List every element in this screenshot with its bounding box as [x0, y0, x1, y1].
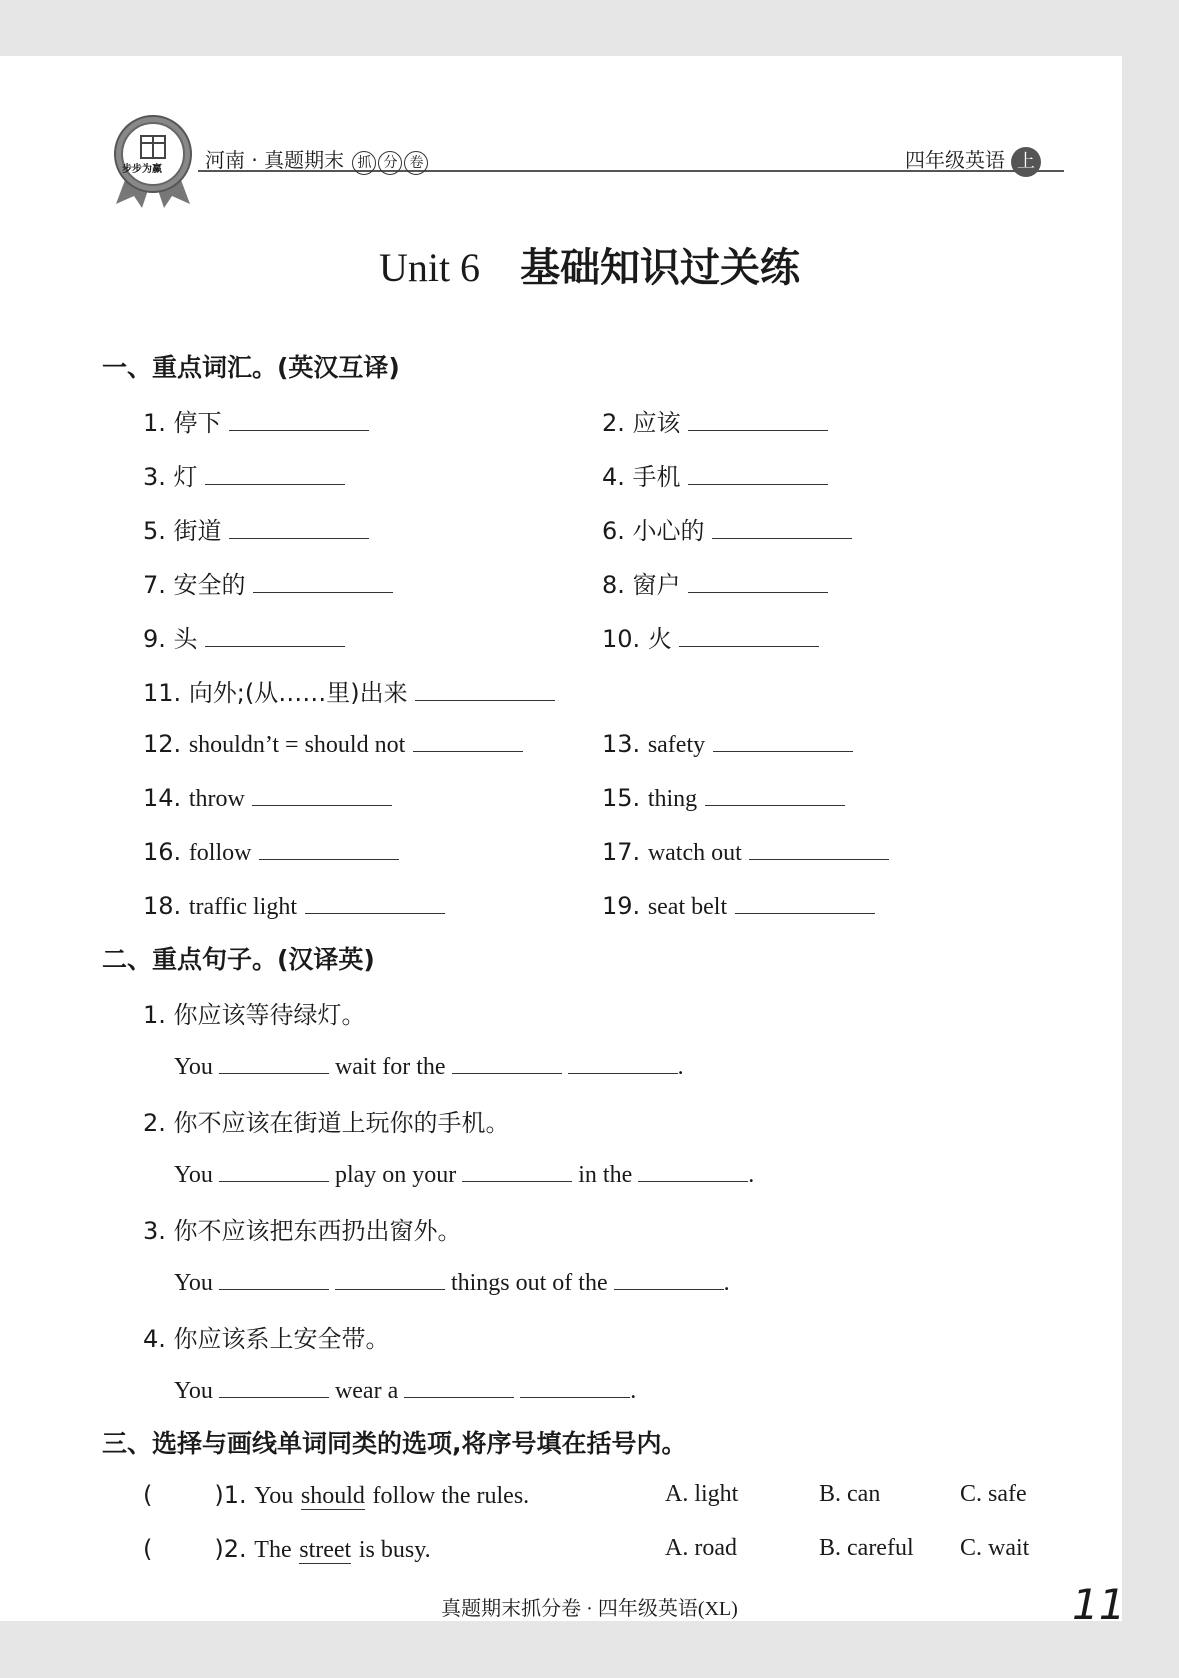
choice-question: ( )1. You should follow the rules. [143, 1481, 530, 1509]
vocab-item: 1. 停下 [143, 403, 369, 438]
vocab-item: 12. shouldn’t = should not [143, 727, 523, 759]
answer-blank[interactable] [404, 1373, 514, 1398]
answer-blank[interactable] [219, 1373, 329, 1398]
answer-blank[interactable] [219, 1265, 329, 1290]
section-heading: 二、重点句子。(汉译英) [102, 945, 375, 974]
answer-blank[interactable] [452, 1049, 562, 1074]
vocab-item: 15. thing [602, 781, 845, 813]
vocab-item: 17. watch out [602, 835, 889, 867]
answer-blank[interactable] [712, 514, 852, 539]
answer-blank[interactable] [205, 622, 345, 647]
volume-badge: 上 [1011, 147, 1041, 177]
sentence-prompt: 2. 你不应该在街道上玩你的手机。 [143, 1109, 510, 1137]
answer-blank[interactable] [305, 889, 445, 914]
logo-text: 步步为赢 [122, 164, 162, 175]
answer-blank[interactable] [568, 1049, 678, 1074]
option-a: A. light [665, 1481, 739, 1507]
header-left-prefix: 河南 · 真题期末 [205, 148, 345, 172]
sentence-answer: You things out of the . [174, 1265, 730, 1297]
vocab-item: 19. seat belt [602, 889, 875, 921]
answer-blank[interactable] [229, 406, 369, 431]
answer-blank[interactable] [614, 1265, 724, 1290]
answer-blank[interactable] [688, 460, 828, 485]
page-number: 11 [1072, 1580, 1126, 1629]
answer-blank[interactable] [252, 781, 392, 806]
vocab-item: 8. 窗户 [602, 565, 828, 600]
vocab-item: 9. 头 [143, 619, 345, 654]
header-right-text: 四年级英语 [905, 148, 1005, 172]
header-circle-char: 分 [378, 151, 402, 175]
option-b: B. can [819, 1481, 881, 1507]
answer-blank[interactable] [253, 568, 393, 593]
answer-blank[interactable] [688, 568, 828, 593]
footer-text: 真题期末抓分卷 · 四年级英语(XL) [441, 1598, 738, 1620]
option-a: A. road [665, 1535, 737, 1561]
vocab-item: 11. 向外;(从……里)出来 [143, 673, 555, 708]
vocab-item: 13. safety [602, 727, 853, 759]
vocab-item: 3. 灯 [143, 457, 345, 492]
answer-blank[interactable] [749, 835, 889, 860]
page-title [0, 236, 1179, 293]
answer-blank[interactable] [205, 460, 345, 485]
header-right [905, 144, 1041, 177]
sentence-answer: You wear a . [174, 1373, 636, 1405]
answer-blank[interactable] [705, 781, 845, 806]
answer-blank[interactable] [219, 1049, 329, 1074]
answer-blank[interactable] [415, 676, 555, 701]
answer-blank[interactable] [462, 1157, 572, 1182]
section-heading: 三、选择与画线单词同类的选项,将序号填在括号内。 [102, 1429, 687, 1458]
option-c: C. wait [960, 1535, 1030, 1561]
answer-blank[interactable] [679, 622, 819, 647]
sentence-prompt: 3. 你不应该把东西扔出窗外。 [143, 1217, 462, 1245]
answer-blank[interactable] [688, 406, 828, 431]
answer-blank[interactable] [735, 889, 875, 914]
answer-blank[interactable] [638, 1157, 748, 1182]
vocab-item: 7. 安全的 [143, 565, 393, 600]
answer-blank[interactable] [713, 727, 853, 752]
section-heading: 一、重点词汇。(英汉互译) [102, 353, 400, 382]
sentence-answer: You play on your in the . [174, 1157, 754, 1189]
vocab-item: 16. follow [143, 835, 399, 867]
answer-blank[interactable] [219, 1157, 329, 1182]
header-circle-char: 抓 [352, 151, 376, 175]
sentence-prompt: 4. 你应该系上安全带。 [143, 1325, 390, 1353]
vocab-item: 18. traffic light [143, 889, 445, 921]
sentence-prompt: 1. 你应该等待绿灯。 [143, 1001, 366, 1029]
answer-blank[interactable] [259, 835, 399, 860]
vocab-item: 6. 小心的 [602, 511, 852, 546]
answer-blank[interactable] [520, 1373, 630, 1398]
underlined-word: street [299, 1537, 352, 1563]
header-left [205, 144, 428, 175]
answer-blank[interactable] [413, 727, 523, 752]
option-c: C. safe [960, 1481, 1027, 1507]
choice-question: ( )2. The street is busy. [143, 1535, 431, 1563]
vocab-item: 5. 街道 [143, 511, 369, 546]
underlined-word: should [300, 1483, 365, 1509]
vocab-item: 2. 应该 [602, 403, 828, 438]
title-name: 基础知识过关练 [520, 245, 801, 291]
option-b: B. careful [819, 1535, 914, 1561]
vocab-item: 10. 火 [602, 619, 819, 654]
header-circle-char: 卷 [404, 151, 428, 175]
sentence-answer: You wait for the . [174, 1049, 684, 1081]
answer-paren[interactable]: ( [143, 1481, 153, 1509]
answer-blank[interactable] [335, 1265, 445, 1290]
answer-blank[interactable] [229, 514, 369, 539]
vocab-item: 4. 手机 [602, 457, 828, 492]
unit-label: Unit 6 [378, 245, 481, 290]
answer-paren[interactable]: ( [143, 1535, 153, 1563]
vocab-item: 14. throw [143, 781, 392, 813]
